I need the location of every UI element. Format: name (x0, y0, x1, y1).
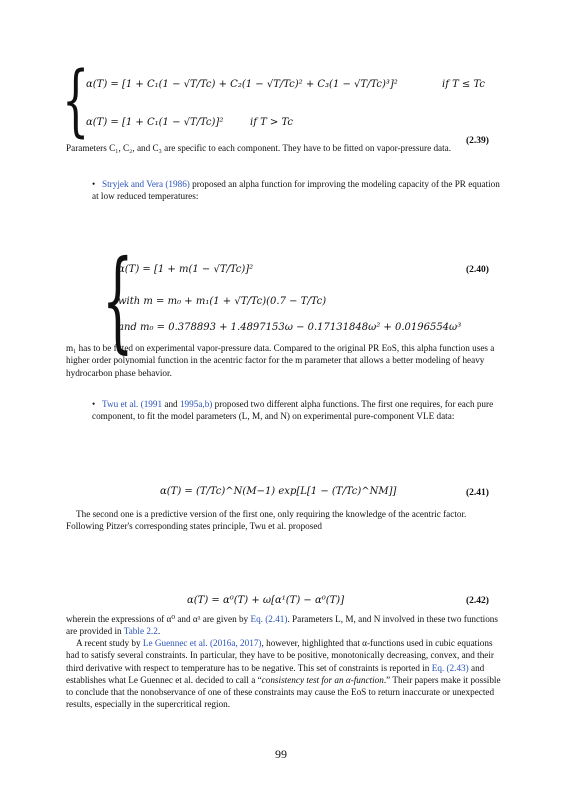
ref-eq-2-41[interactable]: Eq. (2.41) (250, 614, 288, 624)
eq-2-40-line3: and m₀ = 0.378893 + 1.4897153ω − 0.17131848ω² + 0.0196554ω³ (118, 322, 462, 333)
para-recent-italic: consistency test for an α-function (261, 674, 384, 685)
ref-twu-1995[interactable]: 1995a,b) (179, 399, 213, 409)
bullet-dot: • (92, 399, 96, 409)
para-params: Parameters C₁, C₂, and C₃ are specific to each component. They have to be fitted on vapor-pressure data. (66, 143, 452, 153)
eq-2-40-number: (2.40) (466, 265, 489, 275)
eq-2-39-cond1: if T ≤ Tc (442, 79, 485, 90)
eq-2-39-number: (2.39) (466, 136, 489, 146)
ref-table-2-2[interactable]: Table 2.2 (123, 626, 158, 637)
bullet-stryjek (92, 178, 502, 203)
eq-2-40-line1: α(T) = [1 + m(1 − √T/Tc)]² (118, 264, 254, 275)
para-wherein-c: . (157, 626, 161, 637)
ref-stryjek-vera[interactable]: Stryjek and Vera (1986) (102, 179, 190, 189)
para-recent (66, 637, 506, 711)
page-number: 99 (275, 747, 287, 761)
para-m1: m₁ has to be fitted on experimental vapor-pressure data. Compared to the original PR EoS, this alpha function uses a higher order polynomial function in the acentric factor for the m parameter that allows a better modeling of heavy hydrocarbon phase behavior. (66, 343, 495, 378)
para-wherein-a: wherein the expressions of α⁰ and α¹ are given by (66, 614, 251, 624)
para-recent-a: A recent study by (76, 638, 143, 648)
bullet-twu-text: proposed two different alpha functions. The first one requires, for each pure component, to fit the model parameters (L, M, and N) on experimental pure-component VLE data: (92, 399, 494, 422)
bullet-twu (92, 398, 502, 423)
para-recent-b: , however, highlighted that α-functions used in cubic equations had to satisfy several constraints. In particular, they have to be positive, monotonically decreasing, convex, and their third derivative with respect to temperature has to be negative. This set of constraints is reported in (66, 638, 494, 673)
eq-2-42-number: (2.42) (466, 596, 489, 606)
para-recent-d: .” Their papers make it possible to conclude that the nonobservance of one of these constraints may cause the EoS to return inaccurate or unexpected results, especially in the supercritical region. (66, 674, 501, 710)
ref-eq-2-43[interactable]: Eq. (2.43) (431, 662, 469, 673)
eq-2-39-line2: α(T) = [1 + C₁(1 − √T/Tc)]² (86, 117, 224, 128)
para-wherein-b: . Parameters L, M, and N involved in these two functions are provided in (66, 614, 498, 637)
bullet-twu-mid: and (162, 399, 180, 409)
ref-twu-1991[interactable]: Twu et al. (1991 (102, 399, 163, 409)
ref-le-guennec[interactable]: Le Guennec et al. (2016a, 2017) (142, 638, 262, 648)
eq-2-40-line2: with m = m₀ + m₁(1 + √T/Tc)(0.7 − T/Tc) (118, 296, 327, 307)
eq-2-40-brace: { (102, 236, 134, 364)
eq-2-41-number: (2.41) (466, 488, 489, 498)
eq-2-42-formula: α(T) = α⁰(T) + ω[α¹(T) − α⁰(T)] (187, 595, 345, 606)
bullet-stryjek-text: proposed an alpha function for improving the modeling capacity of the PR equation at low reduced temperatures: (92, 179, 500, 202)
eq-2-39-line1: α(T) = [1 + C₁(1 − √T/Tc) + C₂(1 − √T/Tc)² + C₃(1 − √T/Tc)³]² (86, 79, 398, 90)
eq-2-39-brace: { (62, 56, 90, 146)
bullet-dot: • (92, 179, 96, 189)
eq-2-41-formula: α(T) = (T/Tc)^N(M−1) exp[L[1 − (T/Tc)^NM]] (160, 486, 397, 497)
para-wherein (66, 613, 506, 638)
para-recent-c: and establishes what Le Guennec et al. decided to call a “ (66, 662, 485, 685)
para-second: The second one is a predictive version of the first one, only requiring the knowledge of the acentric factor. Following Pitzer's corresponding states principle, Twu et al. proposed (66, 509, 467, 532)
eq-2-39-cond2: if T > Tc (250, 117, 293, 128)
